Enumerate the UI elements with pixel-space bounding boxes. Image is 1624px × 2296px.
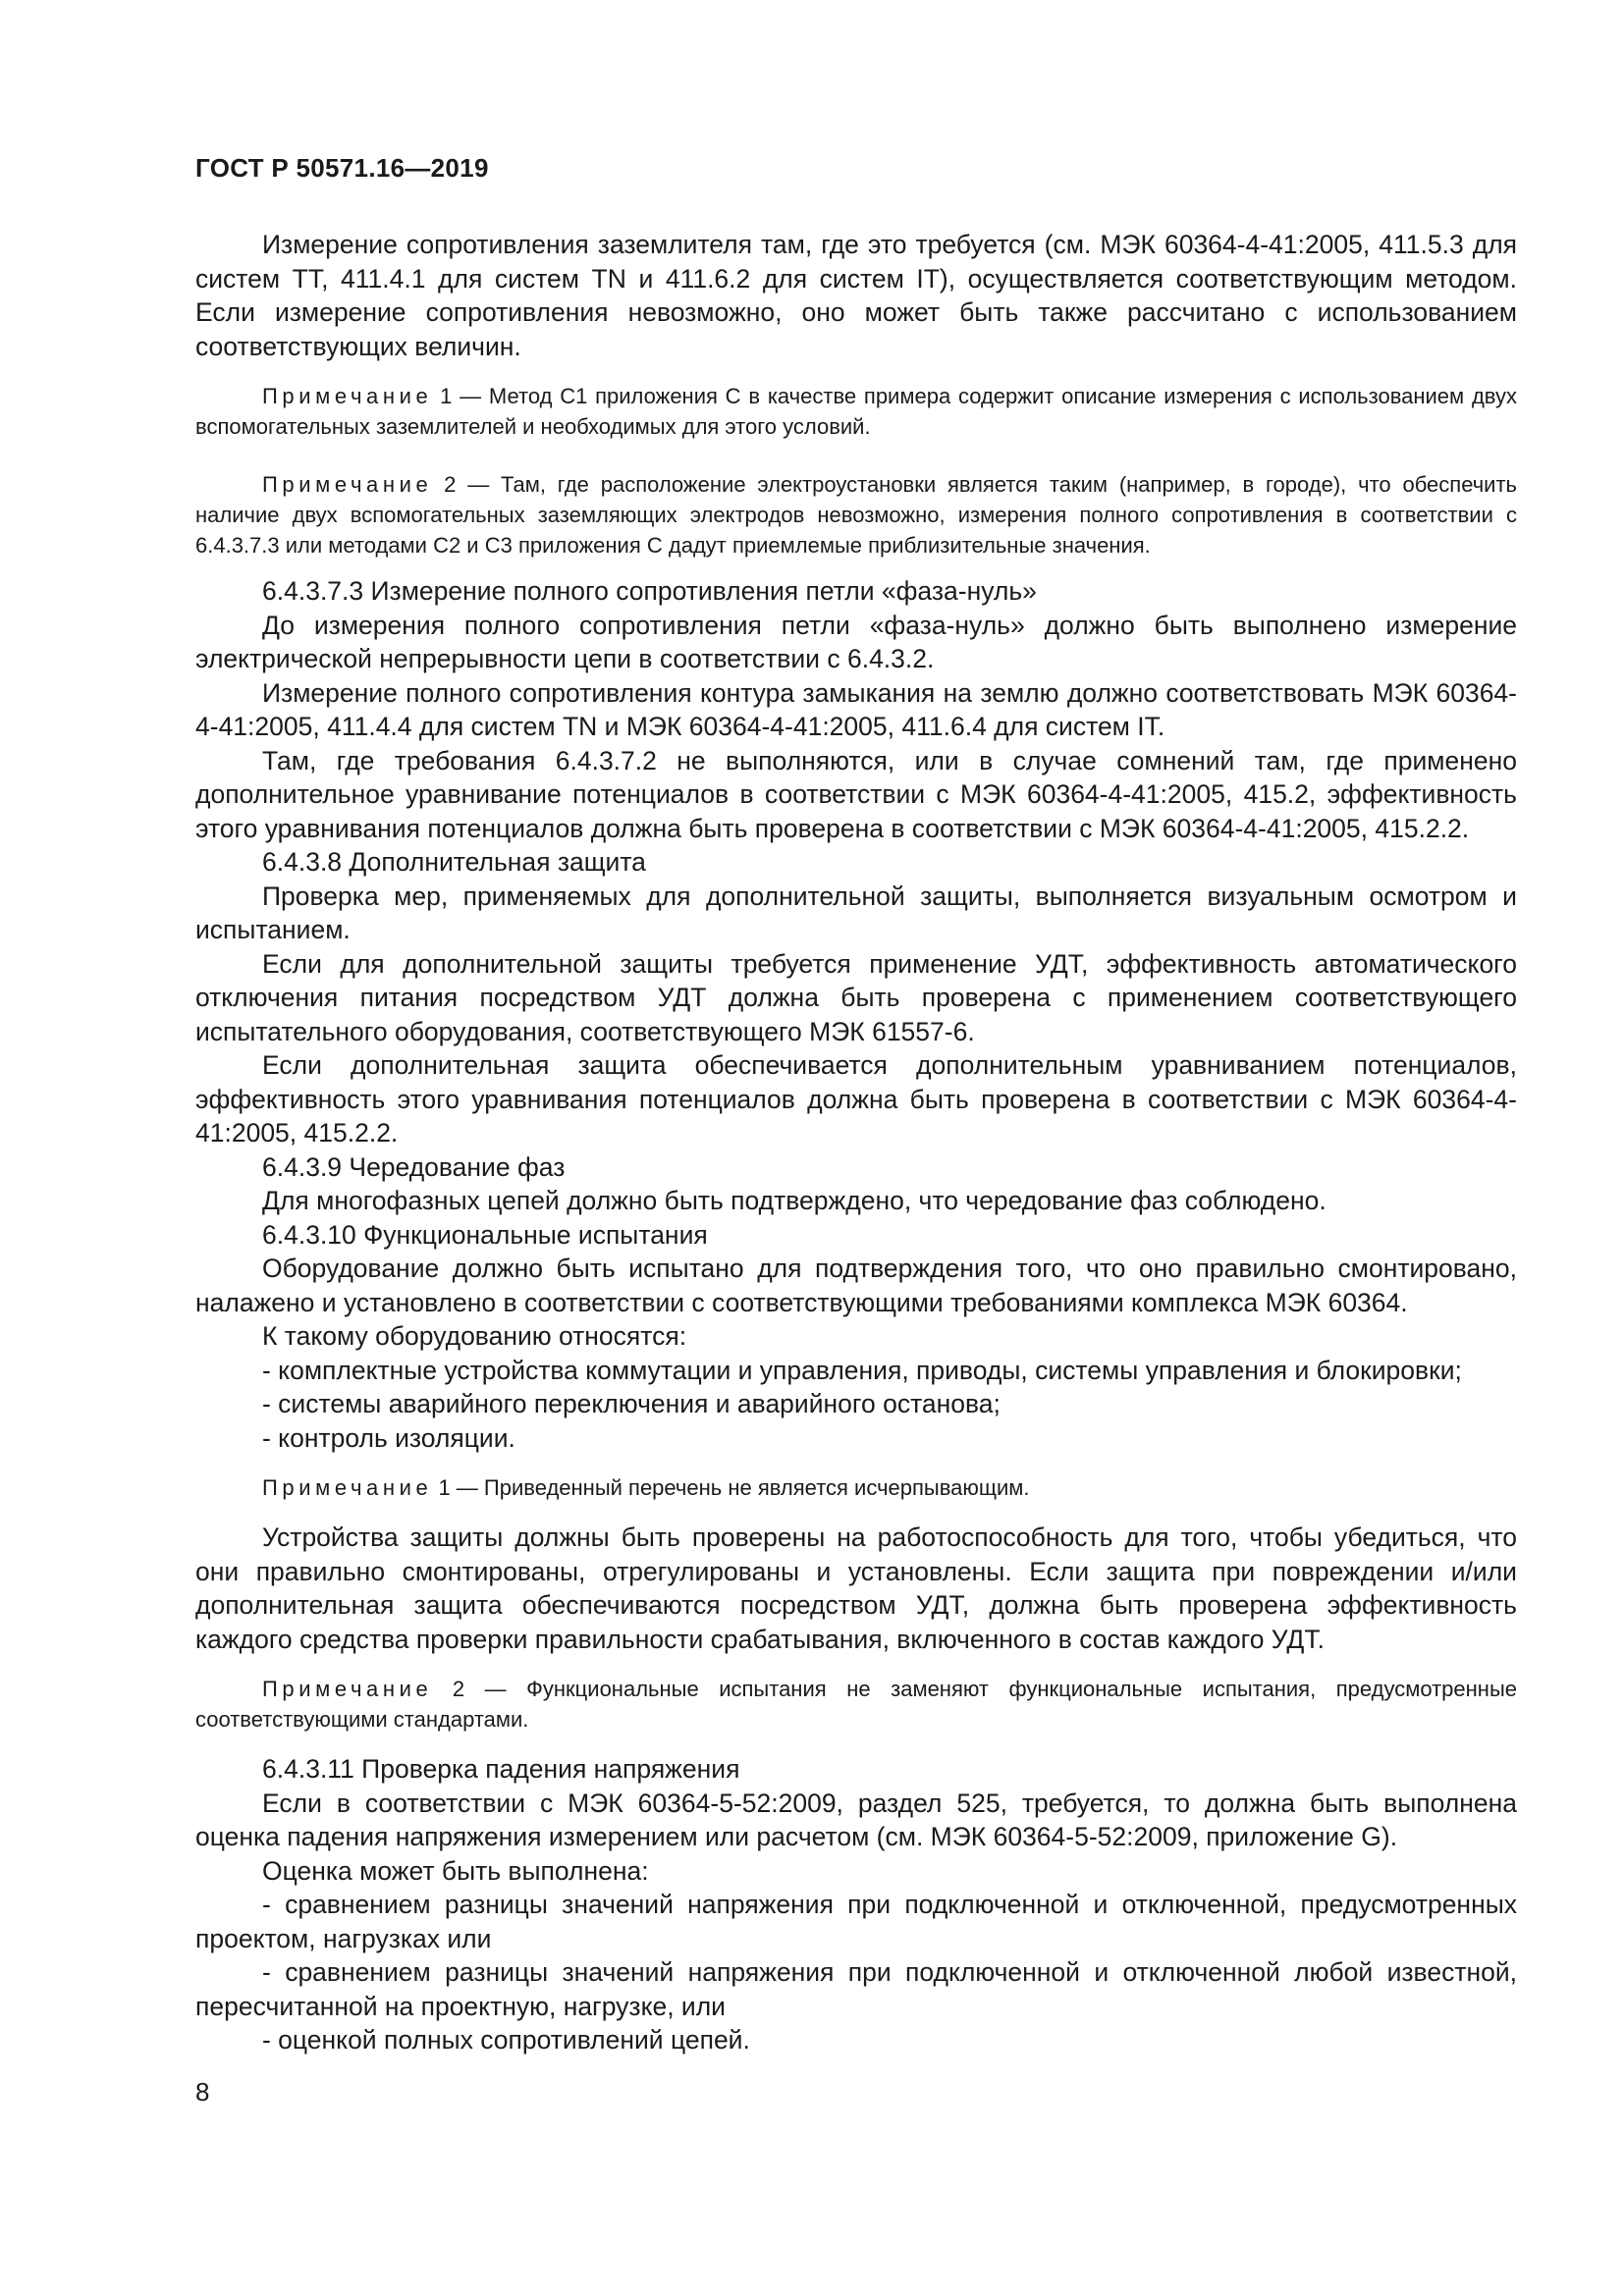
list-item: - системы аварийного переключения и аварийного останова; xyxy=(262,1389,1001,1418)
note xyxy=(195,381,1517,442)
list-item: - сравнением разницы значений напряжения при подключенной и отключенной любой известной, пересчитанной на проектную, нагрузке, или xyxy=(195,1957,1517,2021)
note-label: Примечание xyxy=(262,472,433,497)
note-text: 1 — Приведенный перечень не является исчерпывающим. xyxy=(432,1475,1030,1500)
note xyxy=(195,1674,1517,1735)
note-label: Примечание xyxy=(262,384,433,408)
paragraph: Проверка мер, применяемых для дополнительной защиты, выполняется визуальным осмотром и испытанием. xyxy=(195,881,1517,944)
note-label: Примечание xyxy=(262,1475,433,1500)
paragraph: Устройства защиты должны быть проверены на работоспособность для того, чтобы убедиться, что они правильно смонтированы, отрегулированы и установлены. Если защита при повреждении и/или дополнительная защита обеспечиваются посредством УДТ, должна быть проверена эффективность каждого средства проверки правильности срабатывания, включенного в состав каждого УДТ. xyxy=(195,1522,1517,1654)
note-text: 2 — Функциональные испытания не заменяют функциональные испытания, предусмотренные соответствующими стандартами. xyxy=(195,1677,1517,1732)
page-number: 8 xyxy=(195,2077,210,2107)
paragraph: Измерение полного сопротивления контура замыкания на землю должно соответствовать МЭК 60364-4-41:2005, 411.4.4 для систем TN и МЭК 60364-4-41:2005, 411.6.4 для систем IT. xyxy=(195,677,1517,741)
document-body xyxy=(195,228,1517,2057)
note-text: 2 — Там, где расположение электроустановки является таким (например, в городе), что обеспечить наличие двух вспомогательных заземляющих электродов невозможно, измерения полного сопротивления в соответствии с 6.4.3.7.3 или методами С2 и С3 приложения С дадут приемлемые приблизительные значения. xyxy=(195,472,1517,558)
section-heading: 6.4.3.8 Дополнительная защита xyxy=(262,847,646,877)
list-item: - сравнением разницы значений напряжения при подключенной и отключенной, предусмотренных проектом, нагрузках или xyxy=(195,1890,1517,1953)
note-text: 1 — Метод С1 приложения С в качестве примера содержит описание измерения с использованием двух вспомогательных заземлителей и необходимых для этого условий. xyxy=(195,384,1517,439)
paragraph: Там, где требования 6.4.3.7.2 не выполняются, или в случае сомнений там, где применено дополнительное уравнивание потенциалов в соответствии с МЭК 60364-4-41:2005, 415.2, эффективность этого уравнивания потенциалов должна быть проверена в соответствии с МЭК 60364-4-41:2005, 415.2.2. xyxy=(195,745,1517,843)
paragraph: К такому оборудованию относятся: xyxy=(262,1321,687,1351)
list-item: - комплектные устройства коммутации и управления, приводы, системы управления и блокировки; xyxy=(262,1355,1462,1385)
paragraph: Для многофазных цепей должно быть подтверждено, что чередование фаз соблюдено. xyxy=(262,1186,1326,1215)
document-page xyxy=(195,0,1517,2296)
note xyxy=(195,1472,1517,1503)
list-item: - контроль изоляции. xyxy=(262,1422,515,1453)
paragraph: Если дополнительная защита обеспечивается дополнительным уравниванием потенциалов, эффективность этого уравнивания потенциалов должна быть проверена в соответствии с МЭК 60364-4-41:2005, 415.2.2. xyxy=(195,1050,1517,1148)
section-heading: 6.4.3.11 Проверка падения напряжения xyxy=(262,1754,740,1784)
paragraph: До измерения полного сопротивления петли «фаза-нуль» должно быть выполнено измерение электрической непрерывности цепи в соответствии с 6.4.3.2. xyxy=(195,610,1517,673)
section-heading: 6.4.3.10 Функциональные испытания xyxy=(262,1219,708,1250)
document-header: ГОСТ Р 50571.16—2019 xyxy=(195,153,489,183)
paragraph: Оценка может быть выполнена: xyxy=(262,1855,649,1886)
paragraph: Измерение сопротивления заземлителя там, где это требуется (см. МЭК 60364-4-41:2005, 411.5.3 для систем TT, 411.4.1 для систем TN и 411.6.2 для систем IT), осуществляется соответствующим методом. Если измерение сопротивления невозможно, оно может быть также рассчитано с использованием соответствующих величин. xyxy=(195,230,1517,361)
note xyxy=(195,469,1517,561)
paragraph: Если для дополнительной защиты требуется применение УДТ, эффективность автоматического отключения питания посредством УДТ должна быть проверена с применением соответствующего испытательного оборудования, соответствующего МЭК 61557-6. xyxy=(195,948,1517,1046)
section-heading: 6.4.3.9 Чередование фаз xyxy=(262,1151,566,1182)
note-label: Примечание xyxy=(262,1677,433,1701)
section-heading: 6.4.3.7.3 Измерение полного сопротивления петли «фаза-нуль» xyxy=(262,576,1037,606)
paragraph: Оборудование должно быть испытано для подтверждения того, что оно правильно смонтировано, налажено и установлено в соответствии с соответствующими требованиями комплекса МЭК 60364. xyxy=(195,1254,1517,1317)
list-item: - оценкой полных сопротивлений цепей. xyxy=(262,2025,750,2055)
paragraph: Если в соответствии с МЭК 60364-5-52:2009, раздел 525, требуется, то должна быть выполнена оценка падения напряжения измерением или расчетом (см. МЭК 60364-5-52:2009, приложение G). xyxy=(195,1788,1517,1851)
